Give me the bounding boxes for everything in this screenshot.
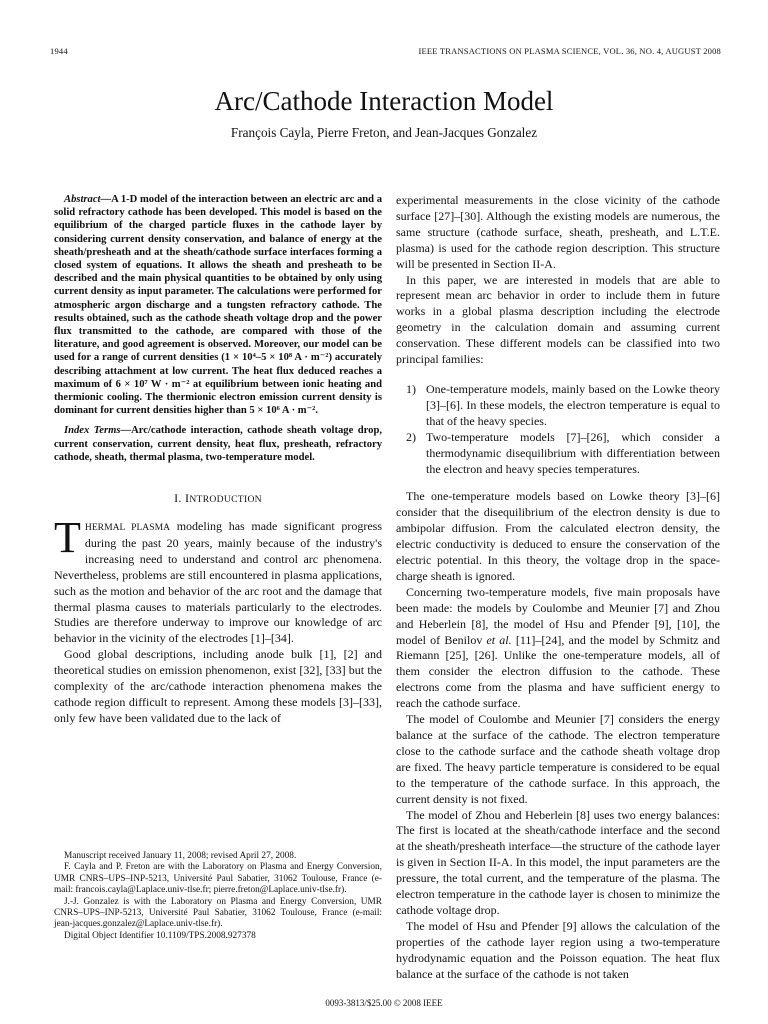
intro-smallcaps: HERMAL PLASMA (84, 521, 171, 533)
et-al: et al. (486, 632, 512, 647)
footnote-cayla-freton: F. Cayla and P. Freton are with the Laboratory on Plasma and Energy Conversion, UMR CNRS–UPS–INP-5213, Université Paul Sabatier, 31062 Toulouse, France (e-mail: francois.cayla@Laplace.univ-tlse.fr; pierre.freton@Laplace.univ-tlse.fr). (54, 862, 382, 896)
abstract-label: Abstract— (64, 194, 112, 205)
footnote-received: Manuscript received January 11, 2008; revised April 27, 2008. (64, 851, 297, 861)
list-item-number: 2) (406, 429, 416, 444)
intro-paragraph-1 (54, 512, 383, 647)
footnote-gonzalez: J.-J. Gonzalez is with the Laboratory on Plasma and Energy Conversion, UMR CNRS–UPS–INP-5213, Université Paul Sabatier, 31062 Toulouse, France (e-mail: jean-jacques.gonzalez@Laplace.univ-tlse.fr). (54, 896, 382, 930)
right-paragraph-4 (396, 585, 720, 712)
model-families-list (396, 382, 720, 477)
right-paragraph-4-text-b: [11]–[24], and the model by Schmitz and Riemann [25], [26]. Unlike the one-temperature models, all of them consider the electron diffusion to the cathode. These electrons come from the plasma and have sufficient energy to reach the cathode surface. (396, 632, 720, 711)
section-number: I. (174, 491, 182, 506)
right-paragraph-4-text-a: Concerning two-temperature models, five main proposals have been made: the models by Coulombe and Meunier [7] and Zhou and Heberlein [8], the model of Hsu and Pfender [9], [10], the model of Benilov (396, 584, 720, 647)
journal-header: IEEE TRANSACTIONS ON PLASMA SCIENCE, VOL. 36, NO. 4, AUGUST 2008 (418, 46, 721, 56)
list-item (396, 430, 720, 478)
abstract (54, 193, 382, 417)
right-paragraph-2: In this paper, we are interested in models that are able to represent mean arc behavior in order to include them in future works in a global plasma description including the electrode geometry in the calculation domain and assuming current conservation. These different models can be classified into two principal families: (396, 272, 720, 367)
intro-paragraph-2: Good global descriptions, including anode bulk [1], [2] and theoretical studies on emission phenomenon, exist [32], [33] but the complexity of the arc/cathode interaction phenomena makes the cathode region difficult to represent. Among these models [3]–[33], only few have been validated due to the lack of (54, 647, 382, 725)
section-title-rest: NTRODUCTION (189, 494, 262, 506)
right-paragraph-1: experimental measurements in the close vicinity of the cathode surface [27]–[30]. Although the existing models are numerous, the same structure (cathode surface, sheath, presheath, and L.T.E. plasma) is used for the cathode region description. This structure will be presented in Section II-A. (396, 193, 720, 271)
index-terms-label: Index Terms— (64, 425, 132, 437)
page-number: 1944 (50, 46, 68, 56)
left-column (54, 193, 382, 727)
copyright-line: 0093-3813/$25.00 © 2008 IEEE (325, 998, 443, 1008)
right-paragraph-3: The one-temperature models based on Lowke theory [3]–[6] consider that the disequilibrium of the electron density is due to ambipolar diffusion. From the calculated electron density, the electric conductivity is deduced to ensure the conservation of the electric potential. In this theory, the voltage drop in the space-charge sheath is ignored. (396, 489, 720, 583)
section-title-first: I (185, 491, 190, 506)
intro-paragraph-1-text: modeling has made significant progress during the past 20 years, mainly because of the industry's increasing need to understand and control arc phenomena. Nevertheless, problems are still encountered in plasma applications, such as the motion and behavior of the arc root and the damage that thermal plasma causes to materials particularly to the electrodes. Studies are therefore underway to improve our knowledge of arc behavior in the vicinity of the electrodes [1]–[34]. (54, 518, 383, 646)
list-item-text: One-temperature models, mainly based on the Lowke theory [3]–[6]. In these models, the electron temperature is equal to that of the heavy species. (426, 381, 720, 428)
list-item (396, 382, 720, 430)
drop-cap: T (54, 512, 81, 562)
list-item-number: 1) (406, 381, 416, 396)
paper-title: Arc/Cathode Interaction Model (214, 86, 554, 116)
right-paragraph-5: The model of Coulombe and Meunier [7] considers the energy balance at the surface of the cathode. The electron temperature close to the cathode surface and the cathode sheath voltage drop are fixed. The heavy particle temperature is considered to be equal to the temperature of the cathode surface. In this approach, the current density is not fixed. (396, 712, 720, 806)
right-paragraph-7: The model of Hsu and Pfender [9] allows the calculation of the properties of the cathode layer region using a two-temperature hydrodynamic equation and the Poisson equation. The heat flux balance at the surface of the cathode is not taken (396, 918, 720, 981)
index-terms (54, 424, 382, 464)
index-terms-text: Arc/cathode interaction, cathode sheath voltage drop, current conservation, current density, heat flux, presheath, refractory cathode, sheath, thermal plasma, two-temperature model. (54, 425, 382, 463)
section-heading (54, 491, 382, 508)
abstract-text: A 1-D model of the interaction between an electric arc and a solid refractory cathode has been developed. This model is based on the equilibrium of the charged particle fluxes in the cathode layer by considering current density conservation, and balance of energy at the sheath/presheath and at the sheath/cathode surface interfaces forming a closed system of equations. It allows the sheath and presheath to be described and the main physical quantities to be obtained by only using current density as input parameter. The calculations were performed for atmospheric argon discharge and a tungsten refractory cathode. The results obtained, such as the cathode sheath voltage drop and the power flux transmitted to the cathode, are compared with those of the literature, and good agreement is observed. Moreover, our model can be used for a range of current densities (1 × 10⁴–5 × 10⁸ A · m⁻²) accurately describing attachment at low current. The heat flux deduced reaches a maximum of 6 × 10⁷ W · m⁻² at equilibrium between ionic heating and thermionic cooling. The thermionic electron emission current density is dominant for current densities higher than 5 × 10⁶ A · m⁻². (54, 194, 382, 417)
list-item-text: Two-temperature models [7]–[26], which consider a thermodynamic disequilibrium with differentiation between the electron and heavy species temperatures. (426, 429, 720, 476)
right-paragraph-6: The model of Zhou and Heberlein [8] uses two energy balances: The first is located at the sheath/cathode interface and the second at the sheath/presheath interface—the structure of the cathode layer is given in Section II-A. In this model, the input parameters are the pressure, the total current, and the temperature of the plasma. The electron temperature in the cathode layer is chosen to minimize the cathode voltage drop. (396, 807, 720, 917)
right-column (396, 193, 720, 983)
footnote-doi: Digital Object Identifier 10.1109/TPS.2008.927378 (64, 930, 256, 941)
footnotes (54, 851, 382, 942)
author-list: François Cayla, Pierre Freton, and Jean-Jacques Gonzalez (230, 125, 538, 140)
